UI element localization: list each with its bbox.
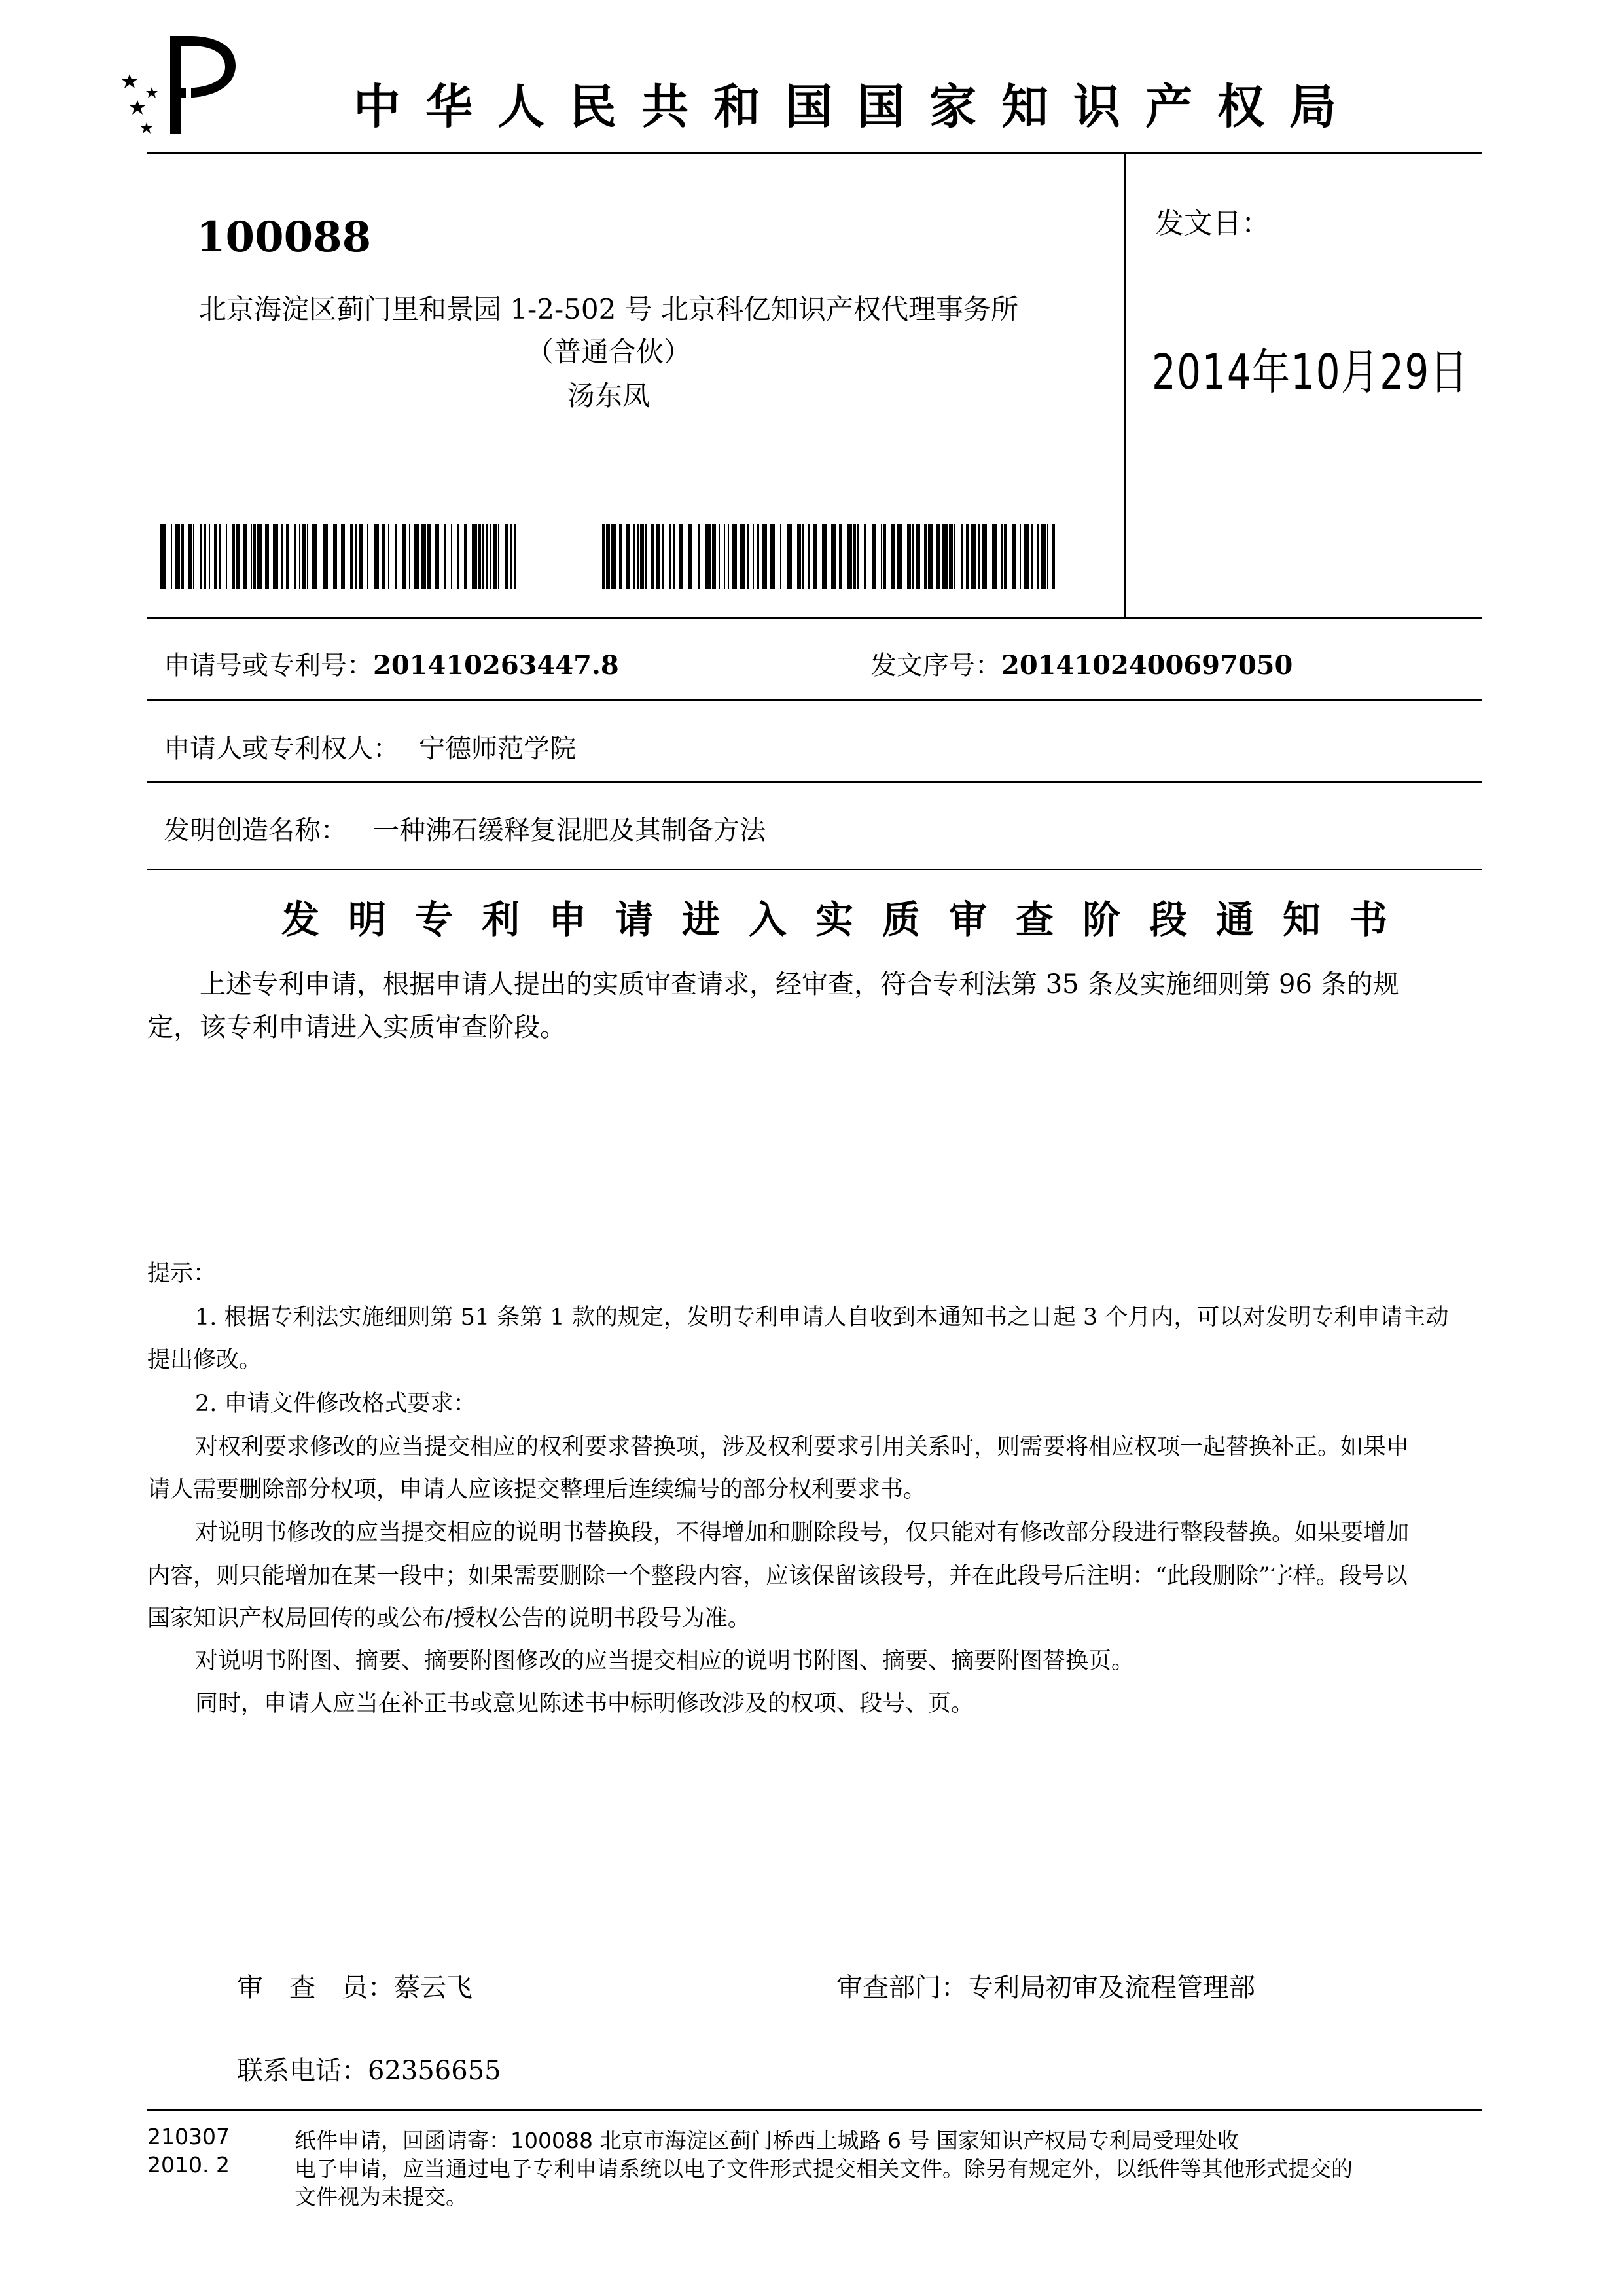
notice-body-line: 定，该专利申请进入实质审查阶段。 xyxy=(147,1013,566,1043)
form-version: 2010. 2 xyxy=(147,2152,230,2178)
divider xyxy=(147,781,1482,783)
dispatch-serial-field xyxy=(870,645,1293,682)
notice-body-line: 上述专利申请，根据申请人提出的实质审查请求，经审查，符合专利法第 35 条及实施细则第 96 条的规 xyxy=(200,969,1399,999)
examiner-field xyxy=(237,1967,473,2004)
tip-line: 同时，申请人应当在补正书或意见陈述书中标明修改涉及的权项、段号、页。 xyxy=(195,1691,974,1717)
application-number-label: 申请号或专利号： xyxy=(164,651,373,681)
invention-name: 一种沸石缓释复混肥及其制备方法 xyxy=(373,816,766,846)
tip-line: 对权利要求修改的应当提交相应的权利要求替换项，涉及权利要求引用关系时，则需要将相应权项一起替换补正。如果申 xyxy=(195,1434,1410,1460)
divider xyxy=(147,699,1482,701)
footer-e-filing: 电子申请，应当通过电子专利申请系统以电子文件形式提交相关文件。除另有规定外，以纸件等其他形式提交的 xyxy=(294,2156,1353,2181)
recipient-firm-type: （普通合伙） xyxy=(526,336,691,368)
recipient-name: 汤东凤 xyxy=(567,380,650,412)
tips-heading: 提示： xyxy=(147,1261,217,1287)
tip-line: 国家知识产权局回传的或公布/授权公告的说明书段号为准。 xyxy=(147,1605,751,1632)
tip-line: 2. 申请文件修改格式要求： xyxy=(195,1391,476,1417)
divider xyxy=(147,869,1482,870)
header-divider xyxy=(147,152,1482,154)
department-label: 审查部门： xyxy=(836,1973,967,2003)
applicant-name: 宁德师范学院 xyxy=(419,734,576,764)
tip-line: 1. 根据专利法实施细则第 51 条第 1 款的规定，发明专利申请人自收到本通知书之日起 3 个月内，可以对发明专利申请主动 xyxy=(195,1304,1449,1331)
barcode xyxy=(602,524,1060,589)
phone-field xyxy=(237,2050,501,2087)
form-code: 210307 xyxy=(147,2124,230,2149)
phone-label: 联系电话： xyxy=(237,2056,368,2086)
application-number: 201410263447.8 xyxy=(373,650,619,681)
invention-label: 发明创造名称： xyxy=(164,816,347,846)
tip-line: 内容，则只能增加在某一段中；如果需要删除一个整段内容，应该保留该段号，并在此段号后注明：“此段删除”字样。段号以 xyxy=(147,1563,1408,1589)
send-date: 2014年10月29日 xyxy=(1152,344,1469,401)
footer-e-filing-cont: 文件视为未提交。 xyxy=(294,2184,467,2210)
footer-divider xyxy=(147,2109,1482,2111)
examiner-label: 审 查 员： xyxy=(237,1973,394,2003)
phone-number: 62356655 xyxy=(368,2056,501,2086)
tip-line: 请人需要删除部分权项，申请人应该提交整理后连续编号的部分权利要求书。 xyxy=(147,1477,927,1503)
send-date-label: 发文日： xyxy=(1155,207,1270,240)
cnipa-emblem-icon xyxy=(118,36,242,134)
dispatch-serial-label: 发文序号： xyxy=(870,651,1001,681)
barcode xyxy=(160,524,524,589)
footer-paper-filing: 纸件申请，回函请寄：100088 北京市海淀区蓟门桥西土城路 6 号 国家知识产权局专利局受理处收 xyxy=(294,2128,1239,2153)
office-title: 中华人民共和国国家知识产权局 xyxy=(353,79,1362,134)
dispatch-serial: 2014102400697050 xyxy=(1001,650,1293,681)
address-box-divider xyxy=(1124,152,1126,617)
tip-line: 对说明书修改的应当提交相应的说明书替换段，不得增加和删除段号，仅只能对有修改部分段进行整段替换。如果要增加 xyxy=(195,1520,1410,1546)
invention-field xyxy=(164,810,766,847)
applicant-field xyxy=(164,728,576,765)
postal-code: 100088 xyxy=(196,213,372,262)
notice-title: 发明专利申请进入实质审查阶段通知书 xyxy=(281,897,1417,942)
application-number-field xyxy=(164,645,619,682)
divider xyxy=(147,617,1482,619)
examiner-name: 蔡云飞 xyxy=(394,1973,473,2003)
tip-line: 对说明书附图、摘要、摘要附图修改的应当提交相应的说明书附图、摘要、摘要附图替换页。 xyxy=(195,1648,1135,1674)
department-field xyxy=(836,1967,1255,2004)
applicant-label: 申请人或专利权人： xyxy=(164,734,399,764)
tip-line: 提出修改。 xyxy=(147,1347,262,1373)
recipient-address: 北京海淀区蓟门里和景园 1-2-502 号 北京科亿知识产权代理事务所 xyxy=(198,293,1019,325)
department-name: 专利局初审及流程管理部 xyxy=(967,1973,1255,2003)
